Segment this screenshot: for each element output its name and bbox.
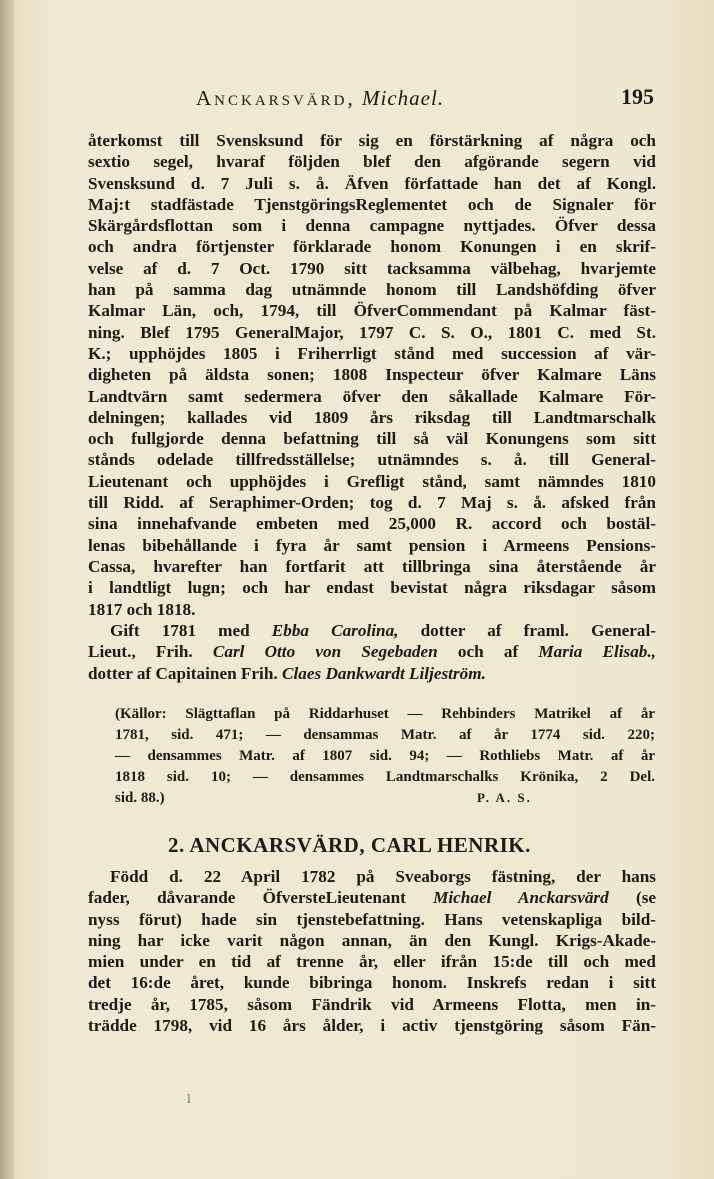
marriage-line-3: dotter af Capitainen Frih. Claes Dankwardt Liljeström.: [88, 663, 486, 683]
biography-line: återkomst till Svensksund för sig en förstärkning af några och: [88, 131, 656, 150]
marriage-line-1: Gift 1781 med Ebba Carolina, dotter af framl. General-: [110, 621, 656, 640]
section-line: ning har icke varit någon annan, än den Kungl. Krigs-Akade-: [88, 930, 656, 950]
sources-block: [115, 704, 655, 809]
source-line: sid. 88.): [115, 790, 165, 806]
biography-line: velse af d. 7 Oct. 1790 sitt tacksamma välbehag, hvarjemte: [88, 258, 656, 278]
source-line: — densammes Matr. af 1807 sid. 94; — Rothliebs Matr. af år: [115, 748, 655, 764]
marriage-paragraph: [88, 620, 656, 684]
section-line: trädde 1798, vid 16 års ålder, i activ tjenstgöring såsom Fän-: [88, 1016, 656, 1036]
section-line: tredje år, 1785, såsom Fändrik vid Armeens Flotta, men in-: [88, 994, 656, 1014]
source-line: (Källor: Slägttaflan på Riddarhuset — Rehbinders Matrikel af år: [115, 706, 655, 722]
biography-text: [88, 130, 656, 620]
source-line: 1818 sid. 10; — densammes Landtmarschalks Krönika, 2 Del.: [115, 769, 655, 785]
biography-line: och fullgjorde denna befattning till så väl Konungens som sitt: [88, 429, 656, 449]
section-line-2: fader, dåvarande ÖfversteLieutenant Michael Anckarsvärd (se: [88, 888, 657, 908]
header-surname: Anckarsvärd,: [196, 86, 356, 110]
biography-line: Svensksund d. 7 Juli s. å. Äfven författade han det af Kongl.: [88, 173, 656, 193]
author-signature: P. A. S.: [477, 790, 532, 805]
biography-line: han på samma dag utnämnde honom till Landshöfding öfver: [88, 280, 656, 300]
header-firstname: Michael.: [362, 86, 445, 110]
source-line: 1781, sid. 471; — densammas Matr. af år 1774 sid. 220;: [115, 727, 655, 743]
page-mark: l: [187, 1092, 191, 1106]
biography-line: K.; upphöjdes 1805 i Friherrligt stånd med succession af vär-: [88, 343, 656, 363]
biography-line: Landtvärn samt sedermera öfver den såkallade Kalmare För-: [88, 386, 656, 406]
biography-line: sextio segel, hvaraf följden blef den afgörande segern vid: [88, 152, 656, 172]
running-header: [196, 86, 576, 111]
biography-line: Kalmar Län, och, 1794, till ÖfverCommendant på Kalmar fäst-: [88, 301, 656, 321]
section-line: mien under en tid af trenne år, eller ifrån 15:de till och med: [88, 952, 656, 972]
biography-line: 1817 och 1818.: [88, 599, 196, 619]
section-title: 2. ANCKARSVÄRD, CARL HENRIK.: [168, 833, 531, 857]
section-line: nyss förut) hade sin tjenstebefattning. Hans vetenskapliga bild-: [88, 909, 656, 929]
marriage-line-2: Lieut., Frih. Carl Otto von Segebaden och af Maria Elisab.,: [88, 642, 656, 662]
biography-line: i landtligt lugn; och har endast bevistat några riksdagar såsom: [88, 578, 656, 598]
biography-line: lenas bibehållande i fyra år samt pension i Armeens Pensions-: [88, 535, 656, 555]
biography-line: till Ridd. af Seraphimer-Orden; tog d. 7 Maj s. å. afsked från: [88, 493, 656, 513]
biography-line: Skärgårdsflottan som i denna campagne nyttjades. Öfver dessa: [88, 216, 656, 236]
biography-line: digheten på äldsta sonen; 1808 Inspecteur öfver Kalmare Läns: [88, 365, 656, 385]
biography-line: och andra förtjenster förklarade honom Konungen i en skrif-: [88, 237, 656, 257]
section-line: det 16:de året, kunde bibringa honom. Inskrefs redan i sitt: [88, 973, 656, 993]
biography-line: Maj:t stadfästade TjenstgöringsReglementet och de Signaler för: [88, 194, 656, 214]
section-line-1: Född d. 22 April 1782 på Sveaborgs fästning, der hans: [110, 867, 656, 886]
page-number: 195: [621, 84, 654, 109]
biography-line: delningen; kallades vid 1809 års riksdag till Landtmarschalk: [88, 407, 656, 427]
biography-line: Lieutenant och upphöjdes i Grefligt stånd, samt nämndes 1810: [88, 471, 656, 491]
biography-line: Cassa, hvarefter han fortfarit att tillbringa sina återstående år: [88, 556, 656, 576]
biography-line: sina innehafvande embeten med 25,000 R. accord och bostäl-: [88, 514, 656, 534]
biography-line: ning. Blef 1795 GeneralMajor, 1797 C. S. O., 1801 C. med St.: [88, 322, 656, 342]
section-text: [88, 866, 656, 1036]
biography-line: stånds odelade tillfredsställelse; utnämndes s. å. till General-: [88, 450, 656, 470]
book-spine-shadow: [0, 0, 14, 1179]
